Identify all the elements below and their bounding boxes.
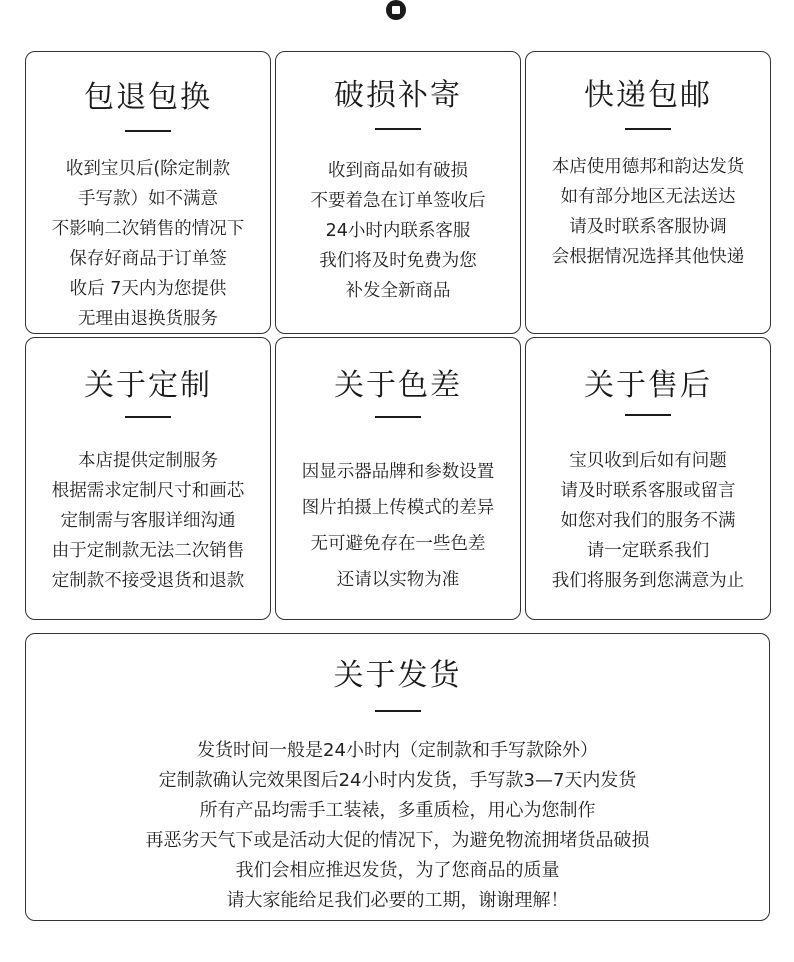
card-line: 因显示器品牌和参数设置 <box>301 462 495 482</box>
card-line: 不要着急在订单签收后 <box>310 191 486 211</box>
title-divider <box>375 416 421 418</box>
title-divider <box>625 414 671 416</box>
card-line: 补发全新商品 <box>345 281 451 301</box>
stop-icon <box>386 0 406 20</box>
card-line: 收到宝贝后(除定制款 <box>65 159 231 179</box>
card-line: 如您对我们的服务不满 <box>560 511 736 531</box>
card-line: 定制需与客服详细沟通 <box>60 511 236 531</box>
policy-card-return <box>25 51 271 334</box>
card-line: 无可避免存在一些色差 <box>310 534 486 554</box>
title-divider <box>375 128 421 130</box>
card-title: 关于售后 <box>584 368 712 403</box>
card-line: 不影响二次销售的情况下 <box>51 219 245 239</box>
card-line: 请一定联系我们 <box>586 541 710 561</box>
card-line: 会根据情况选择其他快递 <box>551 247 745 267</box>
card-line: 收到商品如有破损 <box>328 161 468 181</box>
card-body <box>26 446 270 596</box>
card-line: 我们将及时免费为您 <box>319 251 477 271</box>
policy-card-color-difference <box>275 337 521 620</box>
card-body <box>526 446 770 596</box>
card-line: 无理由退换货服务 <box>78 309 218 329</box>
card-line: 请及时联系客服或留言 <box>560 481 736 501</box>
card-line: 本店使用德邦和韵达发货 <box>551 157 745 177</box>
card-line: 宝贝收到后如有问题 <box>569 451 727 471</box>
card-line: 本店提供定制服务 <box>78 451 218 471</box>
card-line: 由于定制款无法二次销售 <box>51 541 245 561</box>
policy-card-shipping-free <box>525 51 771 334</box>
card-body <box>526 152 770 272</box>
card-line: 图片拍摄上传模式的差异 <box>301 498 495 518</box>
card-title: 关于色差 <box>334 368 462 403</box>
card-line: 手写款）如不满意 <box>78 189 218 209</box>
card-line: 收后 7天内为您提供 <box>69 279 227 299</box>
card-title: 破损补寄 <box>334 78 462 113</box>
title-divider <box>125 416 171 418</box>
card-title: 快递包邮 <box>584 78 712 113</box>
card-line: 请及时联系客服协调 <box>569 217 727 237</box>
card-line: 定制款确认完效果图后24小时内发货，手写款3—7天内发货 <box>158 770 637 791</box>
policy-card-custom <box>25 337 271 620</box>
card-line: 如有部分地区无法送达 <box>560 187 736 207</box>
card-line: 24小时内联系客服 <box>325 221 471 241</box>
card-line: 定制款不接受退货和退款 <box>51 571 245 591</box>
card-line: 根据需求定制尺寸和画芯 <box>51 481 245 501</box>
card-body <box>276 454 520 598</box>
title-divider <box>625 128 671 130</box>
card-line: 保存好商品于订单签 <box>69 249 227 269</box>
card-title: 关于定制 <box>84 368 212 403</box>
card-line: 我们将服务到您满意为止 <box>551 571 745 591</box>
card-line: 发货时间一般是24小时内（定制款和手写款除外） <box>197 740 598 761</box>
policy-card-damage <box>275 51 521 334</box>
card-body <box>26 736 769 916</box>
card-line: 请大家能给足我们必要的工期，谢谢理解！ <box>226 890 569 911</box>
card-title: 关于发货 <box>333 658 462 693</box>
card-body <box>276 156 520 306</box>
policy-card-after-sales <box>525 337 771 620</box>
card-line: 再恶劣天气下或是活动大促的情况下，为避免物流拥堵货品破损 <box>145 830 650 851</box>
card-title: 包退包换 <box>84 80 212 115</box>
title-divider <box>375 710 421 712</box>
card-line: 我们会相应推迟发货，为了您商品的质量 <box>235 860 560 881</box>
policy-card-delivery <box>25 633 770 921</box>
card-line: 还请以实物为准 <box>336 570 460 590</box>
title-divider <box>125 130 171 132</box>
card-line: 所有产品均需手工装裱，多重质检，用心为您制作 <box>199 800 596 821</box>
card-body <box>26 154 270 334</box>
